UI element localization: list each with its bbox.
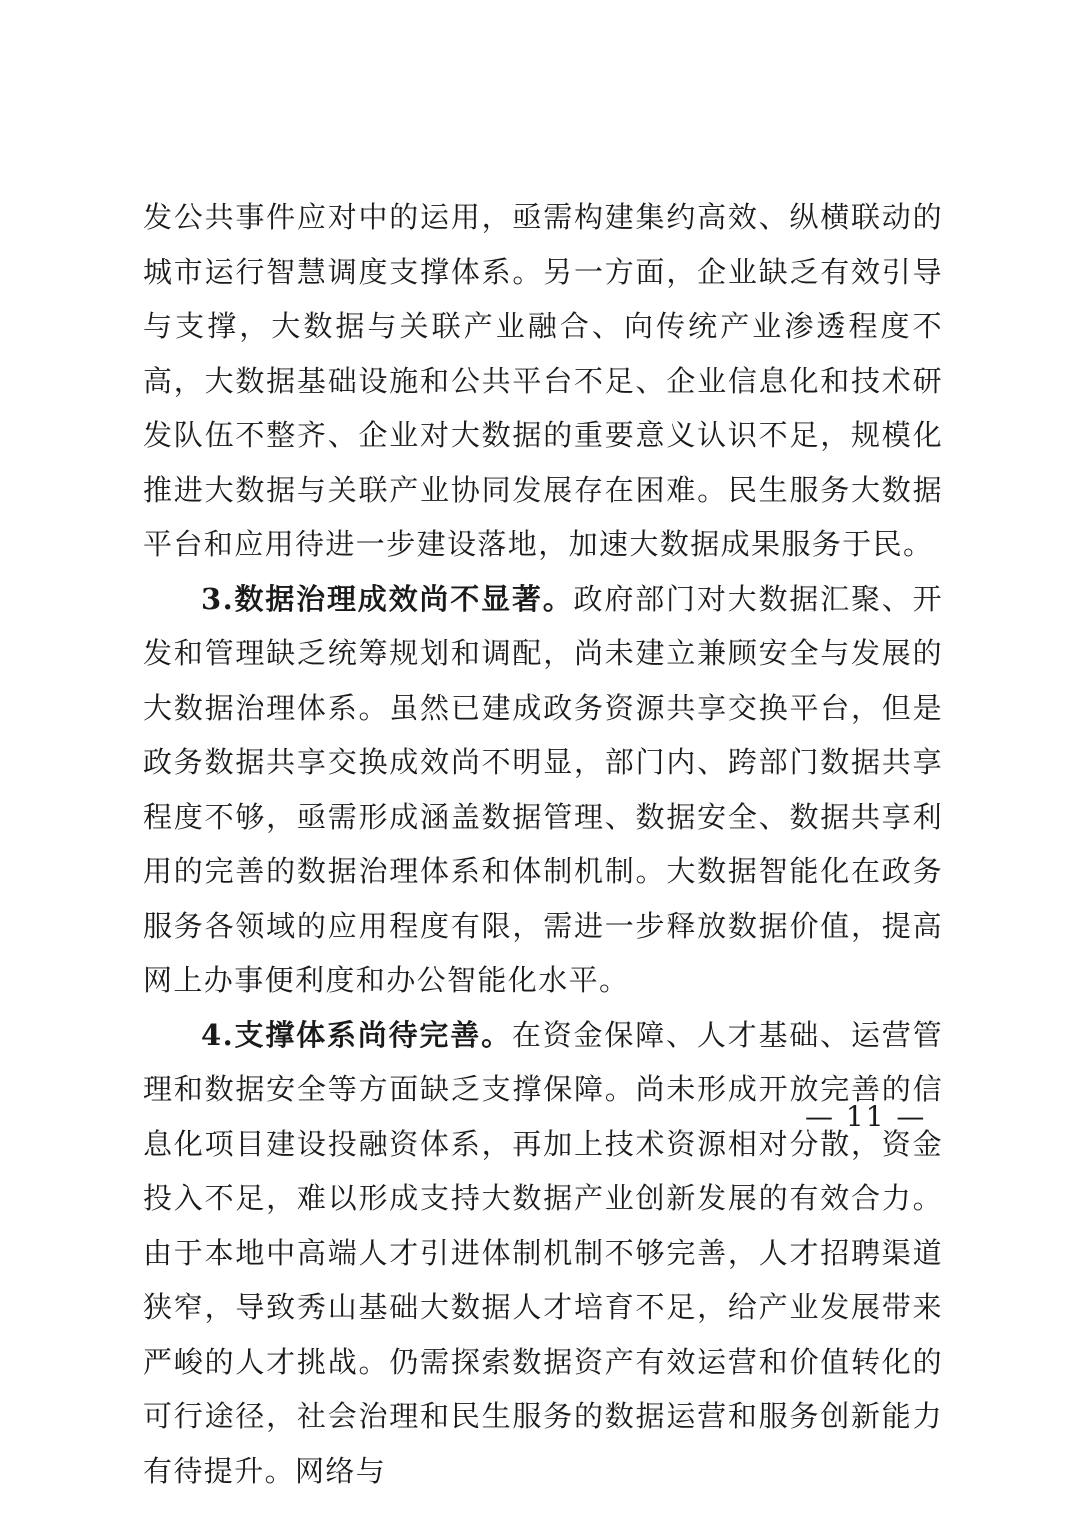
paragraph-3-text: 在资金保障、人才基础、运营管理和数据安全等方面缺乏支撑保障。尚未形成开放完善的信息化项目建设投融资体系，再加上技术资源相对分散，资金投入不足，难以形成支持大数据产业创新发展的有效合力。由于本地中高端人才引进体制机制不够完善，人才招聘渠道狭窄，导致秀山基础大数据人才培育不足，给产业发展带来严峻的人才挑战。仍需探索数据资产有效运营和价值转化的可行途径，社会治理和民生服务的数据运营和服务创新能力有待提升。网络与: [143, 1017, 943, 1488]
paragraph-2-lead: 3.数据治理成效尚不显著。: [201, 581, 574, 616]
page-number: — 11 —: [805, 1100, 927, 1133]
paragraph-2: [143, 572, 943, 1008]
paragraph-1: [143, 190, 943, 572]
document-body: [143, 190, 943, 1498]
paragraph-2-text: 政府部门对大数据汇聚、开发和管理缺乏统筹规划和调配，尚未建立兼顾安全与发展的大数据治理体系。虽然已建成政务资源共享交换平台，但是政务数据共享交换成效尚不明显，部门内、跨部门数据共享程度不够，亟需形成涵盖数据管理、数据安全、数据共享利用的完善的数据治理体系和体制机制。大数据智能化在政务服务各领域的应用程度有限，需进一步释放数据价值，提高网上办事便利度和办公智能化水平。: [143, 581, 943, 997]
paragraph-1-text: 发公共事件应对中的运用，亟需构建集约高效、纵横联动的城市运行智慧调度支撑体系。另一方面，企业缺乏有效引导与支撑，大数据与关联产业融合、向传统产业渗透程度不高，大数据基础设施和公共平台不足、企业信息化和技术研发队伍不整齐、企业对大数据的重要意义认识不足，规模化推进大数据与关联产业协同发展存在困难。民生服务大数据平台和应用待进一步建设落地，加速大数据成果服务于民。: [143, 200, 943, 561]
paragraph-3-lead: 4.支撑体系尚待完善。: [201, 1017, 512, 1052]
paragraph-3: [143, 1008, 943, 1499]
